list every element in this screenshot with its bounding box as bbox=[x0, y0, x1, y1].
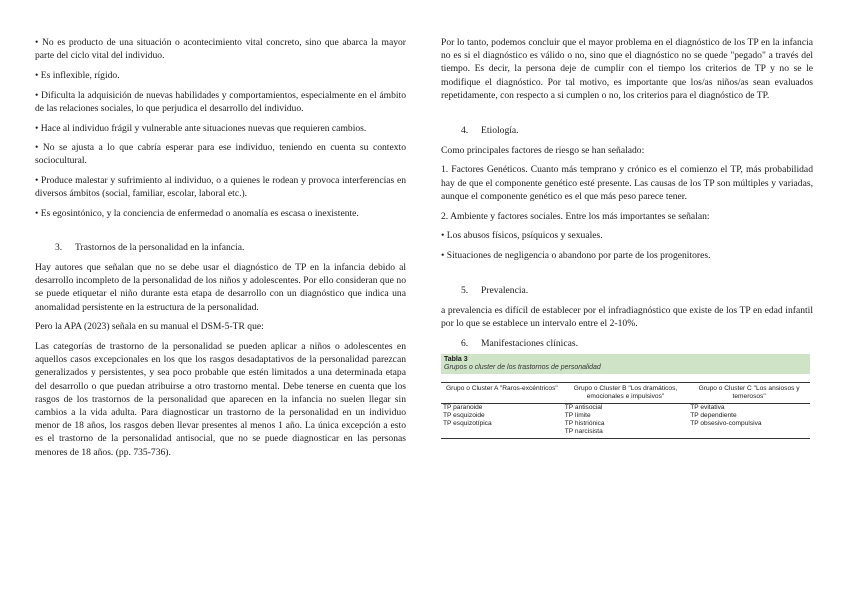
table-cell: TP paranoide bbox=[443, 403, 483, 411]
table-cell bbox=[688, 428, 810, 439]
quote-dsm: Las categorías de trastorno de la personalidad se pueden aplicar a niños o adolescentes en aquellos casos excepcionales en los que los rasgos desadaptativos de la personalidad parezcan generalizados y persistentes, y sea poco probable que estén limitados a una determinada etapa del desarrollo o que puedan atribuirse a otro trastorno mental. Debe tenerse en cuenta que los rasgos de los trastornos de la personalidad que aparecen en la infancia no suelen llegar sin cambios a la vida adulta. Para diagnosticar un trastorno de la personalidad en un individuo menor de 18 años, los rasgos deben llevar presentes al menos 1 año. La única excepción a esto es el trastorno de la personalidad antisocial, que no se puede diagnosticar en las personas menores de 18 años. (pp. 735-736). bbox=[35, 340, 406, 458]
bullet-3: • Dificulta la adquisición de nuevas habilidades y comportamientos, especialmente en el ámbito de las relaciones sociales, lo que perjudica el desarrollo del individuo. bbox=[35, 89, 406, 114]
section-6-title: Manifestaciones clínicas. bbox=[481, 337, 578, 349]
table-cell: TP obsesivo-compulsiva bbox=[690, 419, 762, 427]
bullet-4: • Hace al individuo frágil y vulnerable ante situaciones nuevas que requieren cambios. bbox=[35, 122, 367, 134]
table-cell: TP límite bbox=[564, 411, 591, 419]
table-row bbox=[441, 420, 810, 428]
table-cell: TP esquizoide bbox=[443, 411, 485, 419]
table-row bbox=[441, 403, 810, 412]
table-header-a: Grupo o Cluster A "Raros-excéntricos" bbox=[441, 382, 563, 403]
table-cell: TP dependiente bbox=[690, 411, 737, 419]
table-row bbox=[441, 428, 810, 439]
bullet-2: • Es inflexible, rígido. bbox=[35, 69, 120, 81]
table-caption bbox=[441, 354, 810, 374]
section-3-title: Trastornos de la personalidad en la infancia. bbox=[75, 242, 245, 254]
table-subtitle: Grupos o cluster de los trastornos de personalidad bbox=[444, 364, 601, 372]
table-header-c: Grupo o Cluster C "Los ansiosos y temerosos" bbox=[688, 382, 810, 403]
section-6-heading bbox=[441, 337, 813, 350]
section-4-heading bbox=[441, 124, 813, 137]
table-row bbox=[441, 412, 810, 420]
left-column bbox=[35, 36, 406, 465]
table-grid bbox=[441, 382, 810, 439]
section-4-title: Etiología. bbox=[481, 125, 519, 137]
section-5-title: Prevalencia. bbox=[481, 285, 529, 297]
section-5-heading bbox=[441, 284, 813, 297]
table-cell: TP narcisista bbox=[563, 428, 688, 439]
table-cell bbox=[441, 428, 563, 439]
table-cell: TP histriónica bbox=[564, 419, 605, 427]
section-6-number: 6. bbox=[461, 337, 469, 349]
paragraph-apa: Pero la APA (2023) señala en su manual el DSM-5-TR que: bbox=[35, 321, 264, 333]
table-cell: TP esquizotípica bbox=[443, 419, 492, 427]
table-header-b: Grupo o Cluster B "Los dramáticos, emocionales e impulsivos" bbox=[563, 382, 688, 403]
bullet-1: • No es producto de una situación o acontecimiento vital concreto, sino que abarca la mayor parte del ciclo vital del individuo. bbox=[35, 37, 406, 62]
table-cell: TP antisocial bbox=[564, 403, 603, 411]
right-column bbox=[441, 36, 813, 439]
paragraph-conclusion: Por lo tanto, podemos concluir que el mayor problema en el diagnóstico de los TP en la infancia no es si el diagnóstico es válido o no, sino que el diagnóstico no se quede "pegado" a través del tiempo. Es decir, la persona deje de cumplir con el tiempo los criterios de TP y no se le modifique el diagnóstico. Por tal motivo, es importante que los/as niños/as sean evaluados repetidamente, con respecto a si cumplen o no, los criterios para el diagnóstico de TP. bbox=[441, 37, 813, 101]
section-3-number: 3. bbox=[55, 242, 63, 254]
bullet-6: • Produce malestar y sufrimiento al individuo, o a quienes le rodean y provoca interferencias en diversos ámbitos (social, familiar, escolar, laboral etc.). bbox=[35, 175, 406, 200]
table-cell: TP evitativa bbox=[690, 403, 725, 411]
section-3-heading bbox=[35, 241, 406, 254]
paragraph-factores-geneticos: 1. Factores Genéticos. Cuanto más temprano y crónico es el comienzo el TP, más probabilidad hay de que el componente genético esté presente. Las causas de los TP son múltiples y variadas, aunque el componente genético es el que más peso parece tener. bbox=[441, 164, 813, 202]
bullet-7: • Es egosintónico, y la conciencia de enfermedad o anomalía es escasa o inexistente. bbox=[35, 208, 359, 220]
paragraph-ambiente: 2. Ambiente y factores sociales. Entre los más importantes se señalan: bbox=[441, 210, 710, 222]
bullet-negligencia: • Situaciones de negligencia o abandono por parte de los progenitores. bbox=[441, 249, 711, 261]
bullet-5: • No se ajusta a lo que cabría esperar para ese individuo, teniendo en cuenta su contexto sociocultural. bbox=[35, 142, 406, 167]
bullet-abusos: • Los abusos físicos, psíquicos y sexuales. bbox=[441, 230, 603, 242]
paragraph-prevalencia: a prevalencia es difícil de establecer por el infradiagnóstico que existe de los TP en edad infantil por lo que se establece un intervalo entre el 2-10%. bbox=[441, 304, 813, 330]
paragraph-autores: Hay autores que señalan que no se debe usar el diagnóstico de TP en la infancia debido al desarrollo incompleto de la personalidad de los niños y adolescentes. Por ello consideran que no se puede etiquetar el niño durante esta etapa de desarrollo con un diagnóstico que indica una anomalidad persistente en la estructura de la personalidad. bbox=[35, 261, 406, 313]
paragraph-factores-intro: Como principales factores de riesgo se han señalado: bbox=[441, 144, 645, 156]
table-title: Tabla 3 bbox=[444, 355, 468, 363]
cluster-table bbox=[441, 354, 813, 439]
section-5-number: 5. bbox=[461, 285, 469, 297]
section-4-number: 4. bbox=[461, 125, 469, 137]
